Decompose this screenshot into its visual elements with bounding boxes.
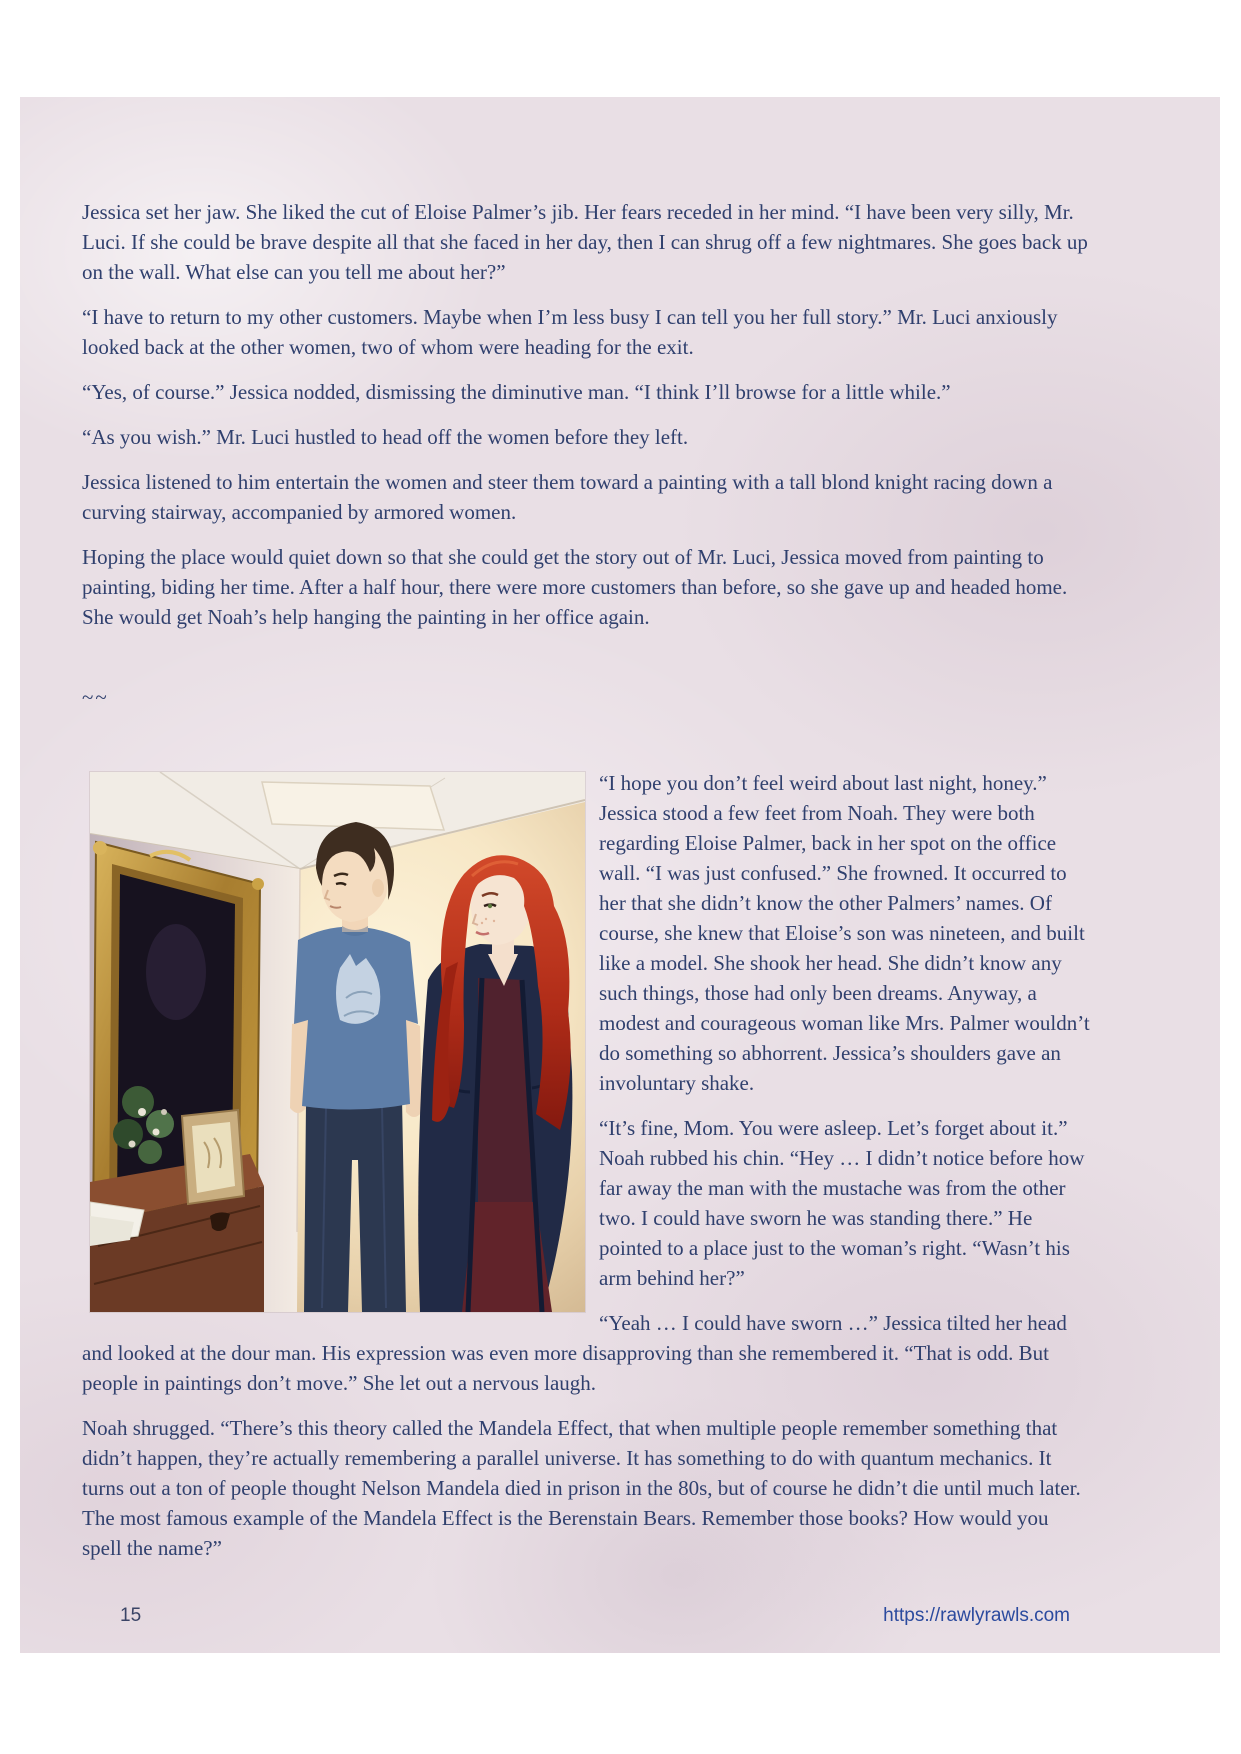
story-paragraph: Jessica set her jaw. She liked the cut of Eloise Palmer’s jib. Her fears receded in her mind. “I have been very silly, Mr. Luci. If she could be brave despite all that she faced in her day, then I can shrug off a few nightmares. She goes back up on the wall. What else can you tell me about her?” — [82, 200, 1088, 284]
story-paragraph: Hoping the place would quiet down so that she could get the story out of Mr. Luci, Jessica moved from painting to painting, biding her time. After a half hour, there were more customers than before, so she gave up and headed home. She would get Noah’s help hanging the painting in her office again. — [82, 545, 1068, 629]
site-url-link[interactable]: https://rawlyrawls.com — [883, 1605, 1070, 1626]
story-paragraph: “I have to return to my other customers. Maybe when I’m less busy I can tell you her full story.” Mr. Luci anxiously looked back at the other women, two of whom were heading for the exit. — [82, 305, 1058, 359]
page-footer — [120, 1605, 1070, 1627]
story-paragraph: “It’s fine, Mom. You were asleep. Let’s forget about it.” Noah rubbed his chin. “Hey … I didn’t notice before how far away the man with the mustache was from the other two. I could have sworn he was standing there.” He pointed to a place just to the woman’s right. “Wasn’t his arm behind her?” — [599, 1116, 1085, 1290]
story-paragraph: “I hope you don’t feel weird about last night, honey.” Jessica stood a few feet from Noah. They were both regarding Eloise Palmer, back in her spot on the office wall. “I was just confused.” She frowned. It occurred to her that she didn’t know the other Palmers’ names. Of course, she knew that Eloise’s son was nineteen, and built like a model. She shook her head. She didn’t know any such things, those had only been dreams. Anyway, a modest and courageous woman like Mrs. Palmer wouldn’t do something so abhorrent. Jessica’s shoulders gave an involuntary shake. — [599, 771, 1090, 1095]
story-paragraph: “Yeah … I could have sworn …” Jessica tilted her head and looked at the dour man. His expression was even more disapproving than she remembered it. “That is odd. But people in paintings don’t move.” She let out a nervous laugh. — [82, 1311, 1067, 1395]
gallery-scene-image — [90, 772, 585, 1312]
story-paragraph: Jessica listened to him entertain the women and steer them toward a painting with a tall blond knight racing down a curving stairway, accompanied by armored women. — [82, 470, 1053, 524]
small-picture-frame — [182, 1110, 244, 1204]
scene-break-separator: ~~ — [82, 685, 109, 709]
illustrated-section — [82, 768, 1092, 1398]
page-number: 15 — [120, 1605, 142, 1626]
story-paragraph: Noah shrugged. “There’s this theory called the Mandela Effect, that when multiple people remember something that didn’t happen, they’re actually remembering a parallel universe. It has something to do with quantum mechanics. It turns out a ton of people thought Nelson Mandela died in prison in the 80s, but of course he didn’t die until much later. The most famous example of the Mandela Effect is the Berenstain Bears. Remember those books? How would you spell the name?” — [82, 1416, 1081, 1560]
story-paragraph: “As you wish.” Mr. Luci hustled to head off the women before they left. — [82, 425, 689, 449]
document-page — [20, 97, 1220, 1653]
page-content — [20, 97, 1220, 1578]
story-illustration — [90, 772, 585, 1312]
story-paragraph: “Yes, of course.” Jessica nodded, dismissing the diminutive man. “I think I’ll browse for a little while.” — [82, 380, 951, 404]
